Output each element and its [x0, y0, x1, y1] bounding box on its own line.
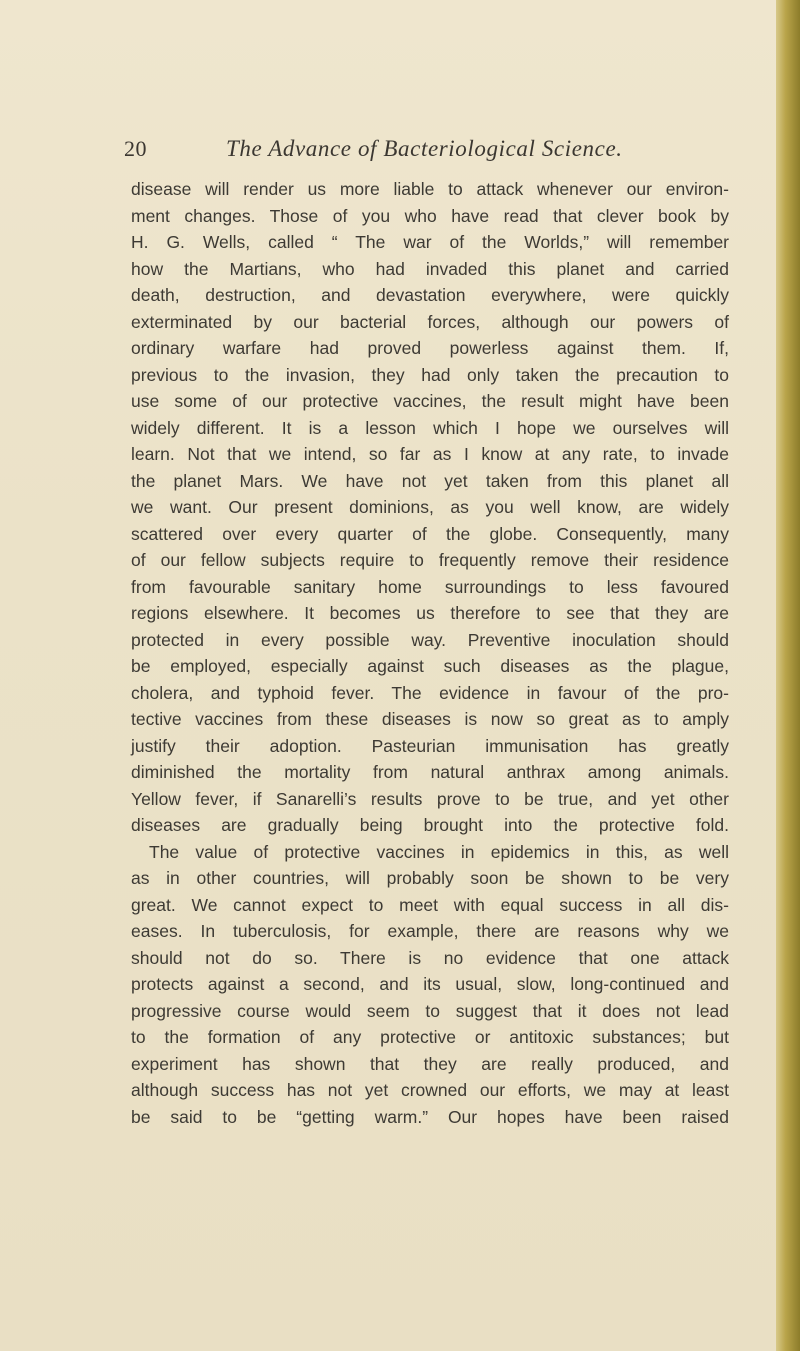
text-line: of our fellow subjects require to frequently remove their residence — [131, 550, 729, 570]
text-line: be employed, especially against such diseases as the plague, — [131, 656, 729, 676]
text-line: death, destruction, and devastation everywhere, were quickly — [131, 285, 729, 305]
text-line: tective vaccines from these diseases is now so great as to amply — [131, 709, 729, 729]
text-line: protected in every possible way. Preventive inoculation should — [131, 629, 729, 650]
text-line: previous to the invasion, they had only taken the precaution to — [131, 364, 729, 385]
page-edge — [776, 0, 800, 1351]
text-line: ordinary warfare had proved powerless against them. If, — [131, 338, 729, 358]
text-line: widely different. It is a lesson which I hope we ourselves will — [131, 417, 729, 438]
text-line: to the formation of any protective or antitoxic substances; but — [131, 1027, 729, 1047]
text-line: protects against a second, and its usual, slow, long-continued and — [131, 974, 729, 994]
text-line: how the Martians, who had invaded this planet and carried — [131, 258, 729, 279]
text-line: we want. Our present dominions, as you well know, are widely — [131, 497, 729, 517]
text-line: learn. Not that we intend, so far as I know at any rate, to invade — [131, 444, 729, 464]
text-line: use some of our protective vaccines, the result might have been — [131, 391, 729, 411]
text-line: regions elsewhere. It becomes us therefore to see that they are — [131, 603, 729, 623]
page-number: 20 — [124, 136, 147, 161]
text-line: the planet Mars. We have not yet taken from this planet all — [131, 470, 729, 491]
text-line: although success has not yet crowned our efforts, we may at least — [131, 1080, 729, 1100]
text-line: justify their adoption. Pasteurian immunisation has greatly — [131, 735, 729, 756]
text-line: cholera, and typhoid fever. The evidence in favour of the pro- — [131, 682, 729, 703]
text-line: H. G. Wells, called “ The war of the Worlds,” will remember — [131, 232, 729, 252]
text-line: diseases are gradually being brought into the protective fold. — [131, 815, 729, 835]
text-line: progressive course would seem to suggest that it does not lead — [131, 1000, 729, 1021]
text-line: disease will render us more liable to attack whenever our environ- — [131, 179, 729, 199]
text-line: scattered over every quarter of the globe. Consequently, many — [131, 523, 729, 544]
text-line: eases. In tuberculosis, for example, there are reasons why we — [131, 921, 729, 941]
text-line: from favourable sanitary home surroundings to less favoured — [131, 576, 729, 597]
text-line: be said to be “getting warm.” Our hopes have been raised — [131, 1106, 729, 1127]
text-line: as in other countries, will probably soon be shown to be very — [131, 868, 729, 888]
text-line: experiment has shown that they are really produced, and — [131, 1053, 729, 1074]
text-line: should not do so. There is no evidence that one attack — [131, 947, 729, 968]
text-line: diminished the mortality from natural anthrax among animals. — [131, 762, 729, 782]
page-header — [124, 136, 744, 170]
text-line: exterminated by our bacterial forces, although our powers of — [131, 311, 729, 332]
body-text — [131, 176, 729, 1130]
text-line: The value of protective vaccines in epidemics in this, as well — [149, 841, 729, 862]
running-title: The Advance of Bacteriological Science. — [226, 136, 623, 161]
text-line: great. We cannot expect to meet with equal success in all dis- — [131, 894, 729, 915]
text-line: Yellow fever, if Sanarelli’s results prove to be true, and yet other — [131, 788, 729, 809]
text-line: ment changes. Those of you who have read that clever book by — [131, 205, 729, 226]
